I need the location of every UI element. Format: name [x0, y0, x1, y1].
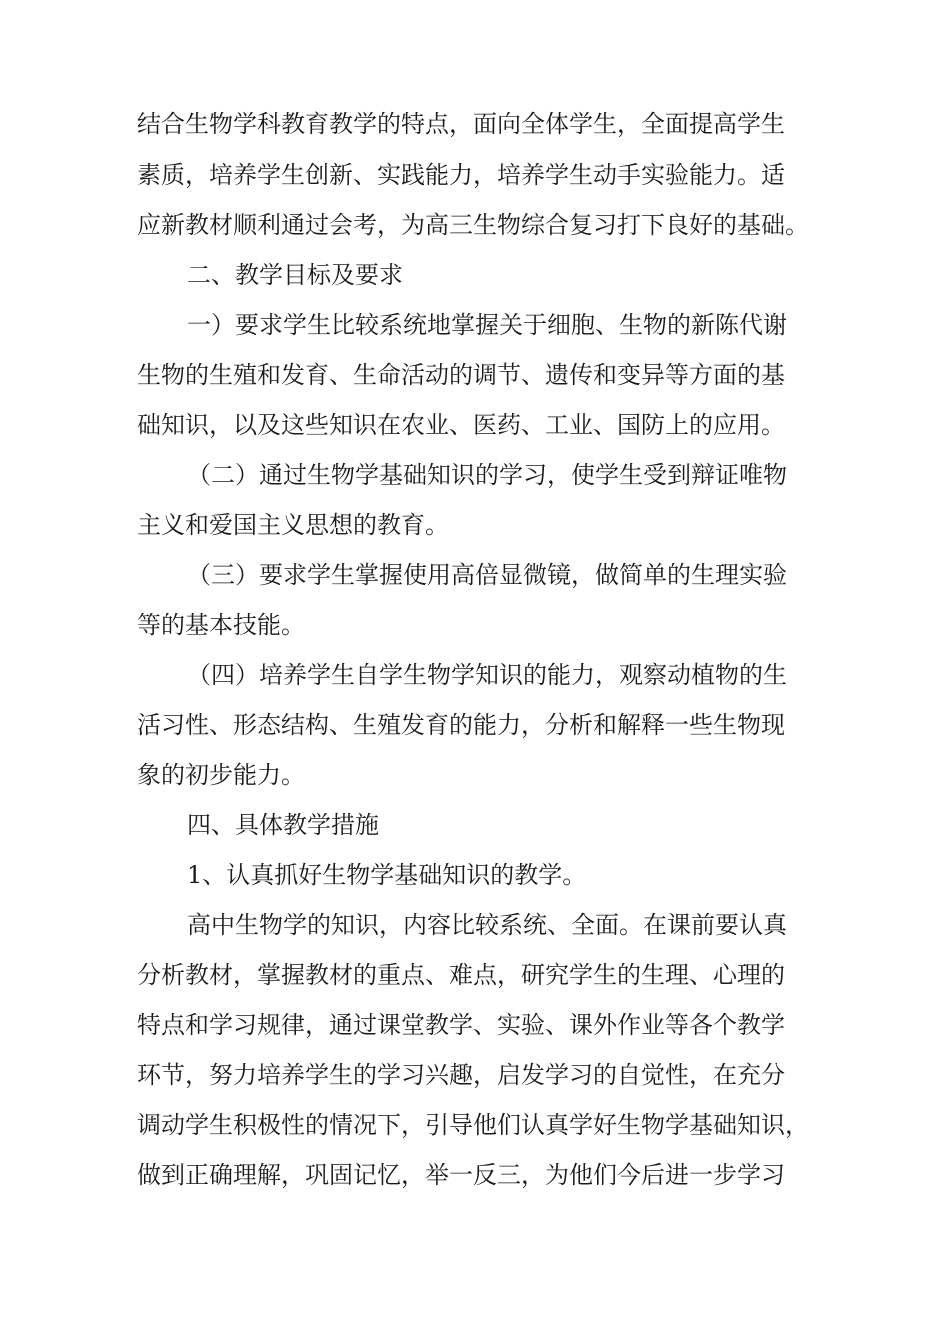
- line-text: 生物的生殖和发育、生命活动的调节、遗传和变异等方面的基: [137, 361, 785, 389]
- line-text: 应新教材顺利通过会考，为高三生物综合复习打下良好的基础。: [137, 211, 809, 239]
- text-line: [0, 305, 950, 345]
- text-line: [0, 1155, 950, 1195]
- line-text: 等的基本技能。: [137, 611, 305, 639]
- subsection-heading: [0, 855, 950, 895]
- line-text: 素质，培养学生创新、实践能力，培养学生动手实验能力。适: [137, 161, 785, 189]
- line-text: 高中生物学的知识，内容比较系统、全面。在课前要认真: [187, 911, 787, 939]
- text-line: [0, 705, 950, 745]
- line-text: 四、具体教学措施: [187, 811, 379, 839]
- text-line: [0, 455, 950, 495]
- line-text: 环节，努力培养学生的学习兴趣，启发学习的自觉性，在充分: [137, 1061, 785, 1089]
- text-line: [0, 104, 950, 144]
- line-text: 象的初步能力。: [137, 761, 305, 789]
- text-line: [0, 155, 950, 195]
- text-line: [0, 955, 950, 995]
- line-text: 做到正确理解，巩固记忆，举一反三，为他们今后进一步学习: [137, 1161, 785, 1189]
- line-text: （四）培养学生自学生物学知识的能力，观察动植物的生: [187, 661, 787, 689]
- text-line: [0, 755, 950, 795]
- text-line: [0, 605, 950, 645]
- text-line: [0, 1105, 950, 1145]
- section-heading: [0, 805, 950, 845]
- text-line: [0, 355, 950, 395]
- line-text: 调动学生积极性的情况下，引导他们认真学好生物学基础知识，: [137, 1111, 809, 1139]
- text-line: [0, 1005, 950, 1045]
- text-line: [0, 405, 950, 445]
- line-text: 础知识，以及这些知识在农业、医药、工业、国防上的应用。: [137, 411, 785, 439]
- line-text: 结合生物学科教育教学的特点，面向全体学生，全面提高学生: [137, 110, 785, 138]
- line-text: 1、认真抓好生物学基础知识的教学。: [187, 861, 587, 889]
- line-text: 主义和爱国主义思想的教育。: [137, 511, 449, 539]
- text-line: [0, 205, 950, 245]
- line-text: 活习性、形态结构、生殖发育的能力，分析和解释一些生物现: [137, 711, 785, 739]
- line-text: （二）通过生物学基础知识的学习，使学生受到辩证唯物: [187, 461, 787, 489]
- section-heading: [0, 255, 950, 295]
- text-line: [0, 905, 950, 945]
- line-text: 分析教材，掌握教材的重点、难点，研究学生的生理、心理的: [137, 961, 785, 989]
- text-line: [0, 555, 950, 595]
- text-line: [0, 505, 950, 545]
- text-line: [0, 655, 950, 695]
- text-line: [0, 1055, 950, 1095]
- line-text: （三）要求学生掌握使用高倍显微镜，做简单的生理实验: [187, 561, 787, 589]
- line-text: 一）要求学生比较系统地掌握关于细胞、生物的新陈代谢: [187, 311, 787, 339]
- line-text: 二、教学目标及要求: [187, 261, 403, 289]
- line-text: 特点和学习规律，通过课堂教学、实验、课外作业等各个教学: [137, 1011, 785, 1039]
